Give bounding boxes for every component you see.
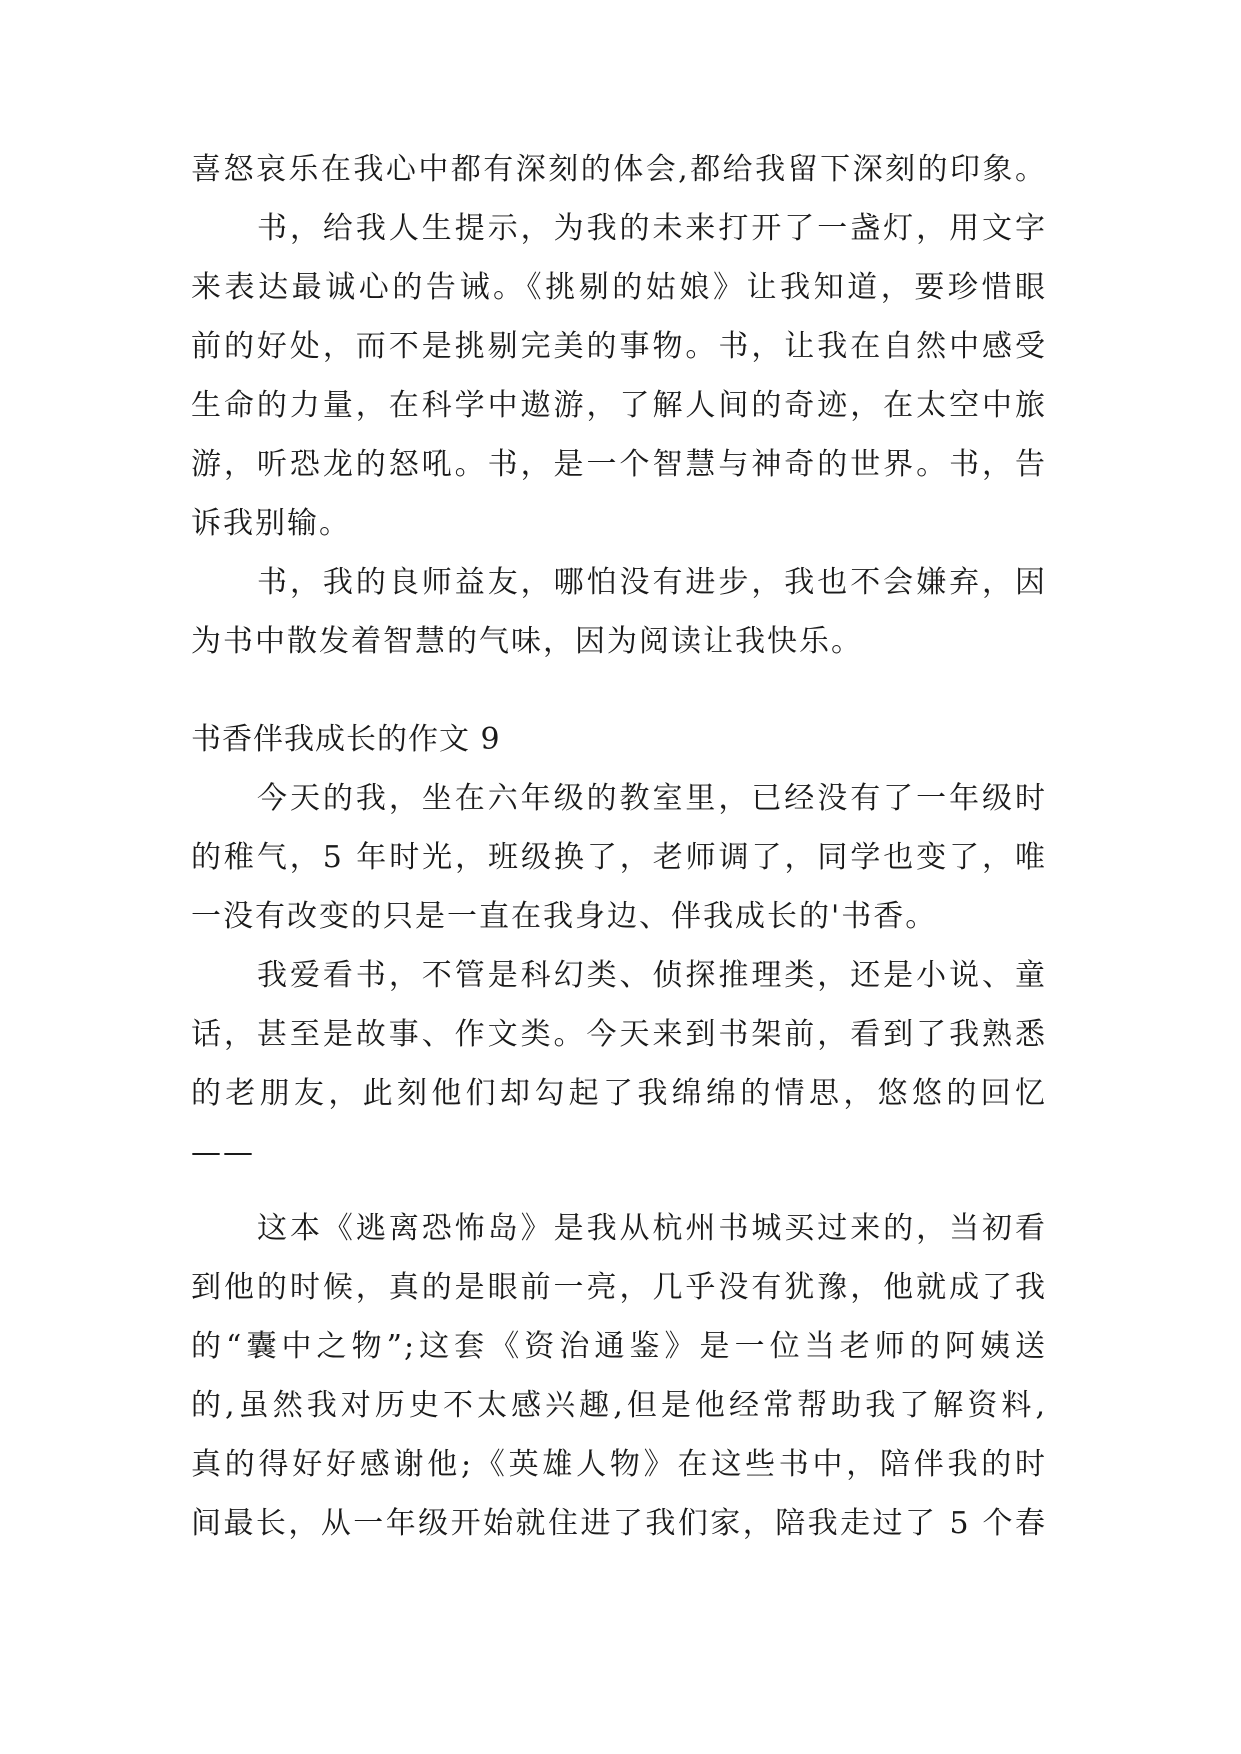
- text-line: 游，听恐龙的怒吼。书，是一个智慧与神奇的世界。书，告: [191, 447, 1047, 482]
- text-line: 话，甚至是故事、作文类。今天来到书架前，看到了我熟悉: [191, 1017, 1047, 1052]
- section-heading: 书香伴我成长的作文 9: [191, 722, 501, 757]
- text-line: 到他的时候，真的是眼前一亮，几乎没有犹豫，他就成了我: [191, 1270, 1047, 1305]
- text-line: 书，给我人生提示，为我的未来打开了一盏灯，用文字: [257, 211, 1047, 246]
- text-line: 一没有改变的只是一直在我身边、伴我成长的'书香。: [191, 899, 938, 934]
- text-line: 的“囊中之物”;这套《资治通鉴》是一位当老师的阿姨送: [191, 1329, 1047, 1364]
- text-line: 真的得好好感谢他;《英雄人物》在这些书中，陪伴我的时: [191, 1447, 1047, 1482]
- text-line: 诉我别输。: [191, 506, 351, 541]
- text-line: 我爱看书，不管是科幻类、侦探推理类，还是小说、童: [257, 958, 1047, 993]
- text-line: ——: [191, 1135, 255, 1170]
- text-line: 的稚气，5 年时光，班级换了，老师调了，同学也变了，唯: [191, 840, 1047, 875]
- text-line: 书，我的良师益友，哪怕没有进步，我也不会嫌弃，因: [257, 565, 1047, 600]
- text-line: 前的好处，而不是挑剔完美的事物。书，让我在自然中感受: [191, 329, 1047, 364]
- text-line: 今天的我，坐在六年级的教室里，已经没有了一年级时: [257, 781, 1047, 816]
- text-line: 间最长，从一年级开始就住进了我们家，陪我走过了 5 个春: [191, 1506, 1047, 1541]
- text-line: 生命的力量，在科学中遨游，了解人间的奇迹，在太空中旅: [191, 388, 1047, 423]
- text-line: 喜怒哀乐在我心中都有深刻的体会,都给我留下深刻的印象。: [191, 152, 1047, 187]
- text-line: 来表达最诚心的告诫。《挑剔的姑娘》让我知道，要珍惜眼: [191, 270, 1047, 305]
- text-line: 为书中散发着智慧的气味，因为阅读让我快乐。: [191, 624, 863, 659]
- text-line: 的,虽然我对历史不太感兴趣,但是他经常帮助我了解资料,: [191, 1388, 1047, 1423]
- text-line: 这本《逃离恐怖岛》是我从杭州书城买过来的，当初看: [257, 1211, 1047, 1246]
- text-line: 的老朋友，此刻他们却勾起了我绵绵的情思，悠悠的回忆: [191, 1076, 1047, 1111]
